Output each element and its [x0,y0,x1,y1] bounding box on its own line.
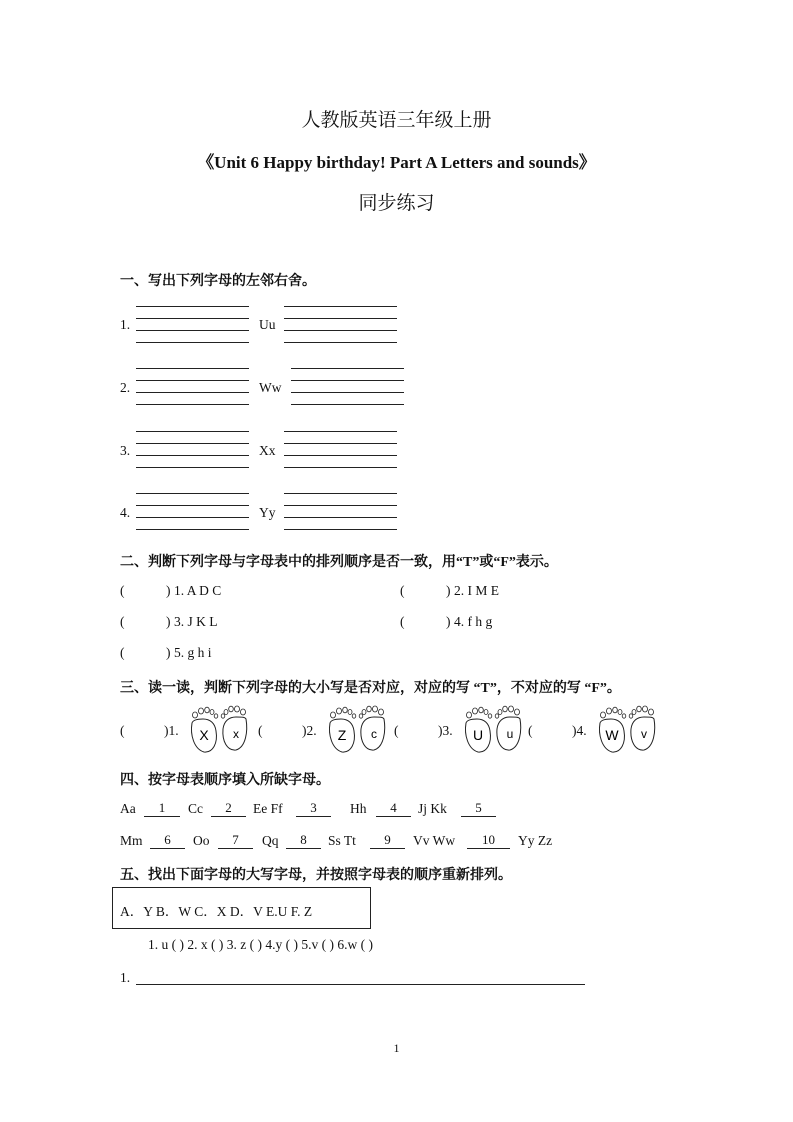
fill-blank[interactable]: 5 [461,800,496,817]
answer-paren-open[interactable]: ( [400,583,405,598]
fill-blank[interactable]: 3 [296,800,331,817]
s4-letters: Vv Ww [413,833,456,848]
s4-letters: Qq [262,833,279,848]
fill-blank[interactable]: 7 [218,832,253,849]
footprint-letter: c [371,727,377,741]
writing-line[interactable] [136,368,249,369]
s1-item-num: 2. [120,380,131,395]
writing-line[interactable] [136,318,249,319]
letters-box-text: A．Y B．W C．X D．V E.U F. Z [120,904,313,919]
writing-line[interactable] [284,517,397,518]
answer-paren-open[interactable]: ( [400,614,405,629]
s3-item-num: )1. [164,723,179,738]
footprints-image [594,705,660,755]
answer-paren-close: ) [166,583,171,598]
answer-paren-open[interactable]: ( [120,723,125,738]
s1-letter: Yy [259,505,276,520]
s4-letters: Jj Kk [418,801,447,816]
writing-line[interactable] [136,467,249,468]
fill-blank[interactable]: 10 [467,832,510,849]
s4-letters: Ee Ff [253,801,283,816]
s1-item-num: 4. [120,505,131,520]
writing-line[interactable] [136,455,249,456]
s1-letter: Uu [259,317,276,332]
writing-line[interactable] [284,467,397,468]
footprints-image [460,705,526,755]
writing-line[interactable] [284,330,397,331]
section5-heading: 五、找出下面字母的大写字母，并按照字母表的顺序重新排列。 [120,868,512,883]
footprints-image [186,705,252,755]
page-tag: 同步练习 [358,193,435,214]
writing-line[interactable] [284,505,397,506]
answer-paren-open[interactable]: ( [528,723,533,738]
s5-questions: 1. u ( ) 2. x ( ) 3. z ( ) 4.y ( ) 5.v ( ) 6.w ( ) [148,937,373,952]
s4-letters: Aa [120,801,136,816]
fill-blank[interactable]: 4 [376,800,411,817]
footprint-letter: u [506,727,514,741]
writing-line[interactable] [291,368,404,369]
s4-letters: Oo [193,833,210,848]
writing-line[interactable] [284,318,397,319]
writing-line[interactable] [291,380,404,381]
writing-line[interactable] [284,443,397,444]
footprint-letter: X [199,727,209,743]
section3-heading: 三、读一读，判断下列字母的大小写是否对应，对应的写 “T”，不对应的写 “F”。 [120,681,621,696]
s1-letter: Xx [259,443,276,458]
s1-item-num: 1. [120,317,131,332]
page-number: 1 [393,1041,400,1055]
page-title: 人教版英语三年级上册 [301,110,492,131]
footprint-letter: x [233,727,239,741]
writing-line[interactable] [136,443,249,444]
answer-paren-open[interactable]: ( [394,723,399,738]
footprint-letter: Z [337,727,347,743]
writing-line[interactable] [284,493,397,494]
writing-line[interactable] [136,431,249,432]
fill-blank[interactable]: 8 [286,832,321,849]
s2-question: 3. J K L [174,614,218,629]
writing-line[interactable] [284,529,397,530]
writing-line[interactable] [136,529,249,530]
s3-item-num: )3. [438,723,453,738]
writing-line[interactable] [284,455,397,456]
s4-letters: Ss Tt [328,833,356,848]
s5-answer-label: 1. [120,970,131,985]
answer-line[interactable] [136,984,585,985]
footprints-image [324,705,390,755]
writing-line[interactable] [291,392,404,393]
writing-line[interactable] [136,306,249,307]
writing-line[interactable] [136,493,249,494]
answer-paren-open[interactable]: ( [258,723,263,738]
footprint-letter: U [472,727,484,743]
letters-box [112,887,371,929]
footprint-letter: W [605,727,619,743]
s2-question: 2. I M E [454,583,499,598]
writing-line[interactable] [136,404,249,405]
footprint-letter: v [641,727,647,741]
answer-paren-close: ) [446,583,451,598]
answer-paren-open[interactable]: ( [120,583,125,598]
writing-line[interactable] [136,517,249,518]
s1-letter: Ww [259,380,282,395]
writing-line[interactable] [136,380,249,381]
writing-line[interactable] [284,431,397,432]
answer-paren-close: ) [166,614,171,629]
section2-heading: 二、判断下列字母与字母表中的排列顺序是否一致，用“T”或“F”表示。 [120,555,558,570]
writing-line[interactable] [291,404,404,405]
s4-letters: Yy Zz [518,833,553,848]
s4-letters: Mm [120,833,143,848]
fill-blank[interactable]: 1 [144,800,180,817]
fill-blank[interactable]: 2 [211,800,246,817]
s2-question: 4. f h g [454,614,493,629]
fill-blank[interactable]: 9 [370,832,405,849]
writing-line[interactable] [136,342,249,343]
s3-item-num: )4. [572,723,587,738]
answer-paren-close: ) [446,614,451,629]
writing-line[interactable] [136,392,249,393]
writing-line[interactable] [136,505,249,506]
s4-letters: Hh [350,801,367,816]
answer-paren-open[interactable]: ( [120,645,125,660]
section1-heading: 一、写出下列字母的左邻右舍。 [120,274,316,289]
s4-letters: Cc [188,801,203,816]
writing-line[interactable] [284,342,397,343]
s3-item-num: )2. [302,723,317,738]
s2-question: 5. g h i [174,645,212,660]
writing-line[interactable] [284,306,397,307]
answer-paren-close: ) [166,645,171,660]
page-subtitle: 《Unit 6 Happy birthday! Part A Letters and sounds》 [197,153,596,172]
writing-line[interactable] [136,330,249,331]
section4-heading: 四、按字母表顺序填入所缺字母。 [120,773,330,788]
answer-paren-open[interactable]: ( [120,614,125,629]
s2-question: 1. A D C [174,583,222,598]
fill-blank[interactable]: 6 [150,832,185,849]
s1-item-num: 3. [120,443,131,458]
